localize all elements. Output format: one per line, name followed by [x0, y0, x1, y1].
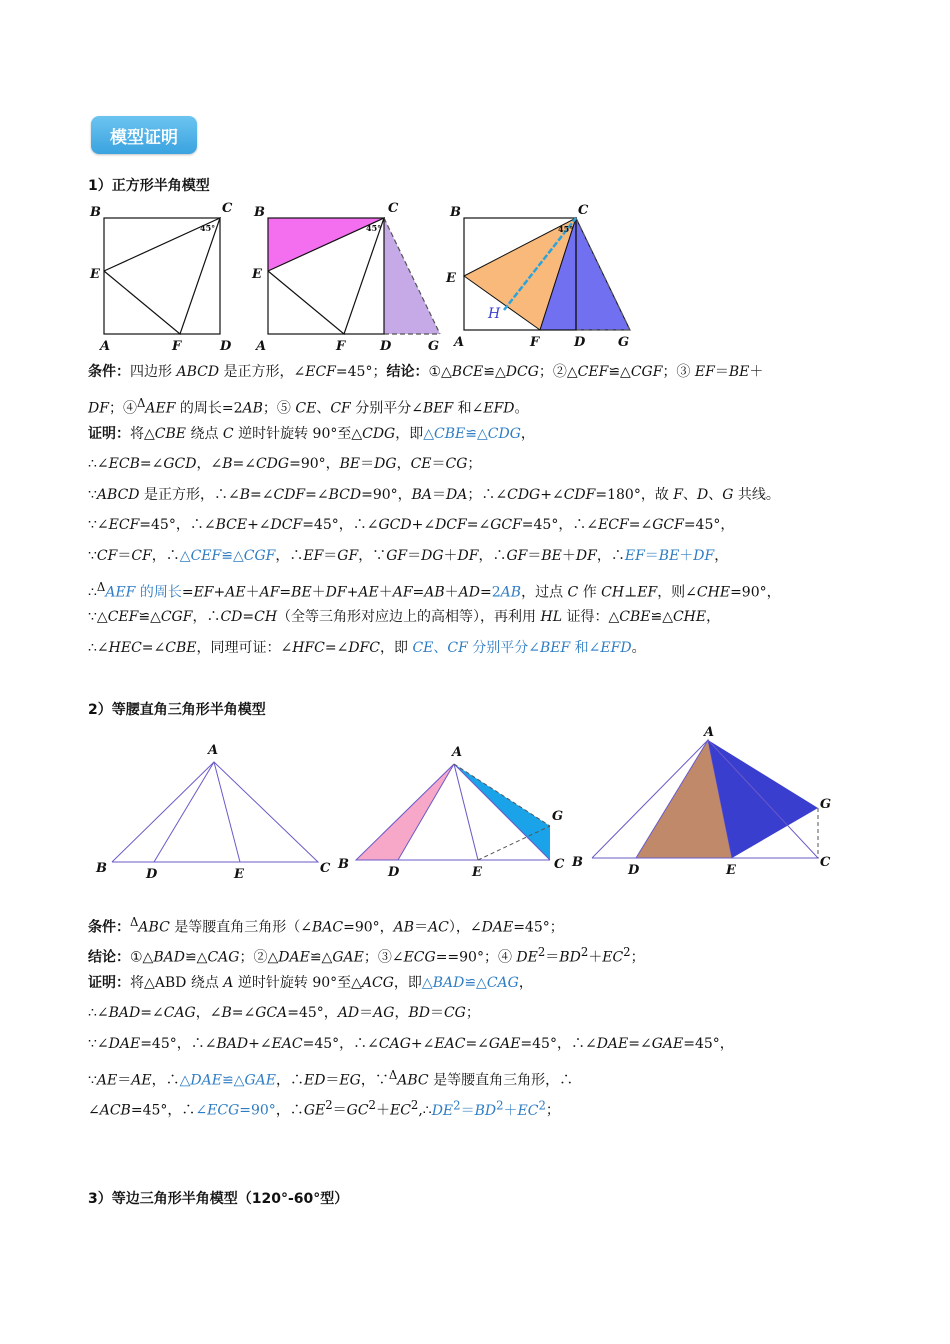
square-figure-3: [444, 198, 644, 356]
label-B: B: [450, 205, 461, 220]
s1-line-9: ∴∠HEC=∠CBE，同理可证：∠HFC=∠DFC，即 CE、CF 分别平分∠BEF 和∠EFD。: [88, 640, 646, 656]
s2-line-5: ∵AE＝AE，∴△DAE≌△GAE，∴ED＝EG，∵$^\Delta$ABC 是等腰直角三角形，∴: [88, 1068, 574, 1089]
label-F: F: [172, 339, 182, 354]
label-angle: 45°: [366, 223, 382, 233]
s1-line-8: ∵△CEF≌△CGF，∴CD=CH（全等三角形对应边上的高相等），再利用 HL 证得：△CBE≌△CHE，: [88, 609, 721, 625]
label-B: B: [90, 205, 101, 220]
label-D: D: [388, 865, 400, 880]
label-E: E: [90, 267, 100, 282]
label-G: G: [552, 809, 564, 824]
s2-line-6: ∠ACB=45°，∴∠ECG=90°，$\therefore GE^2=GC^2+EC^2,\therefore DE^2=BD^2+EC^2$；: [88, 1098, 560, 1119]
label-A: A: [452, 745, 463, 760]
label-B: B: [572, 855, 583, 870]
triangle-figure-3: [570, 726, 840, 886]
label-E: E: [472, 865, 482, 880]
s1-line-0: 条件：四边形 ABCD 是正方形，∠ECF=45°；结论：①△BCE≌△DCG；②△CEF≌△CGF；③ EF＝BE＋: [88, 364, 764, 380]
label-C: C: [388, 201, 399, 216]
square-figure-1: [88, 198, 238, 356]
label-G: G: [428, 339, 440, 354]
label-E: E: [234, 867, 244, 882]
section3-heading: 3）等边三角形半角模型（120°-60°型）: [88, 1191, 349, 1207]
label-C: C: [222, 201, 233, 216]
s1-line-6: ∵CF＝CF，∴△CEF≌△CGF，∴EF＝GF，∵GF＝DG＋DF，∴GF＝BE＋DF，∴EF＝BE＋DF，: [88, 548, 729, 564]
label-B: B: [254, 205, 265, 220]
s1-line-3: ∴∠ECB=∠GCD，∠B=∠CDG=90°，BE＝DG，CE＝CG；: [88, 456, 482, 472]
s1-line-5: ∵∠ECF=45°，∴∠BCE+∠DCF=45°，∴∠GCD+∠DCF=∠GCF=45°，∴∠ECF=∠GCF=45°，: [88, 517, 735, 533]
label-D: D: [220, 339, 232, 354]
label-A: A: [454, 335, 465, 350]
s2-line-1: 结论：①△BAD≌△CAG；②△DAE≌△GAE；③∠ECG==90°；④ $DE^2=BD^2+EC^2$；: [88, 945, 645, 966]
s1-line-7: ∴$^\Delta$AEF 的周长=EF+AE＋AF=BE＋DF+AE＋AF=AB＋AD=2AB，过点 C 作 CH⊥EF，则∠CHE=90°，: [88, 580, 781, 601]
s2-line-3: ∴∠BAD=∠CAG，∠B=∠GCA=45°，AD＝AG，BD＝CG；: [88, 1005, 480, 1021]
label-angle: 45°: [558, 224, 574, 234]
s1-line-1: DF；④$^\Delta$AEF 的周长=2AB；⑤ CE、CF 分别平分∠BEF 和∠EFD。: [88, 396, 529, 417]
label-E: E: [446, 271, 456, 286]
section-badge: 模型证明: [91, 116, 197, 154]
square-figure-2: [250, 198, 450, 356]
label-C: C: [320, 861, 331, 876]
s2-line-2: 证明：将△ABD 绕点 A 逆时针旋转 90°至△ACG，即△BAD≌△CAG，: [88, 975, 533, 991]
label-D: D: [574, 335, 586, 350]
triangle-figure-2: [336, 738, 576, 888]
label-E: E: [252, 267, 262, 282]
label-A: A: [208, 743, 219, 758]
label-F: F: [336, 339, 346, 354]
label-C: C: [820, 855, 831, 870]
label-G: G: [618, 335, 630, 350]
label-B: B: [338, 857, 349, 872]
label-H: H: [488, 306, 501, 322]
label-D: D: [380, 339, 392, 354]
label-C: C: [578, 203, 589, 218]
section2-heading: 2）等腰直角三角形半角模型: [88, 702, 266, 718]
label-A: A: [704, 725, 715, 740]
label-D: D: [146, 867, 158, 882]
label-F: F: [530, 335, 540, 350]
label-B: B: [96, 861, 107, 876]
label-C: C: [554, 857, 565, 872]
s1-line-4: ∵ABCD 是正方形，∴∠B=∠CDF=∠BCD=90°，BA＝DA；∴∠CDG+∠CDF=180°，故 F、D、G 共线。: [88, 487, 780, 503]
triangle-figure-1: [92, 738, 342, 888]
s2-line-0: 条件：$^\Delta$ABC 是等腰直角三角形（∠BAC=90°，AB＝AC），∠DAE=45°；: [88, 915, 564, 936]
label-angle: 45°: [200, 223, 216, 233]
section1-heading: 1）正方形半角模型: [88, 178, 210, 194]
label-A: A: [256, 339, 267, 354]
label-D: D: [628, 863, 640, 878]
label-A: A: [100, 339, 111, 354]
label-G: G: [820, 797, 832, 812]
s1-line-2: 证明：将△CBE 绕点 C 逆时针旋转 90°至△CDG，即△CBE≌△CDG，: [88, 426, 535, 442]
s2-line-4: ∵∠DAE=45°，∴∠BAD+∠EAC=45°，∴∠CAG+∠EAC=∠GAE=45°，∴∠DAE=∠GAE=45°，: [88, 1036, 734, 1052]
label-E: E: [726, 863, 736, 878]
